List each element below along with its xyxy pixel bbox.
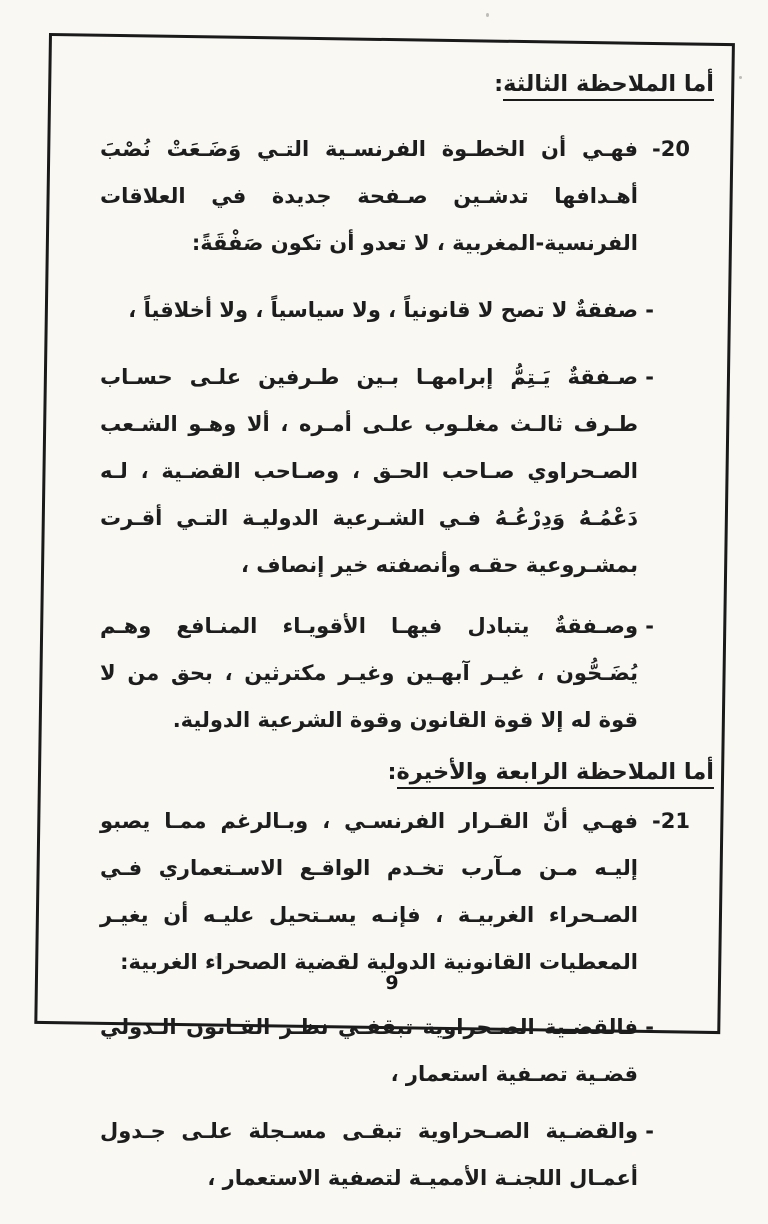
section-heading-fourth-remark — [100, 756, 714, 788]
section-heading-third-remark — [100, 68, 714, 100]
bullet-text: والقضـية الصـحراوية تبقـى مسـجلة علـى جـدول أعمـال اللجنـة الأمميـة لتصفية الاستعمار ، — [100, 1119, 638, 1190]
scan-speck — [739, 76, 742, 79]
paragraph-text: فهـي أنّ القـرار الفرنسـي ، وبـالرغم ممـا يصبو إليـه مـن مـآرب تخـدم الواقـع الاسـتعماري فـي الصـحراء الغربيـة ، فإنـه يسـتحيل عليـه أن يغيـر المعطيات القانونية الدولية لقضية الصحراء الغربية: — [100, 809, 638, 974]
scan-speck — [486, 13, 489, 17]
numbered-paragraph-20 — [100, 126, 690, 267]
bullet-item — [100, 603, 690, 744]
numbered-paragraph-21 — [100, 798, 690, 986]
document-content — [100, 68, 714, 1224]
bullet-dash: - — [645, 1015, 654, 1039]
bullet-text: فالقضـية الصـحراوية تبقفـي نظـر القـانون الـدولي قضـية تصـفية استعمار ، — [100, 1015, 638, 1086]
heading-colon: : — [494, 71, 504, 97]
bullet-dash: - — [645, 298, 654, 322]
bullet-dash: - — [645, 1119, 654, 1143]
bullet-item — [100, 287, 690, 334]
heading-underlined-text: أما الملاحظة الرابعة والأخيرة — [397, 759, 715, 789]
paragraph-number: 20- — [652, 137, 690, 161]
bullet-item — [100, 354, 690, 589]
bullet-dash: - — [645, 365, 654, 389]
bullet-item — [100, 1004, 690, 1098]
bullet-text: وصـفقةٌ يتبادل فيهـا الأقويـاء المنـافع وهـم يُضَـحُّون ، غيـر آبهـين وغيـر مكترثين ، بحق من لا قوة له إلا قوة القانون وقوة الشرعية الدولية. — [100, 614, 638, 732]
bullet-item — [100, 1108, 690, 1202]
paragraph-text: فهـي أن الخطـوة الفرنسـية التـي وَضَـعَتْ نُصْبَ أهـدافها تدشـين صـفحة جديدة في العلاقات الفرنسية-المغربية ، لا تعدو أن تكون صَفْقَةً: — [100, 137, 638, 255]
bullet-text: صفقةٌ لا تصح لا قانونياً ، ولا سياسياً ، ولا أخلاقياً ، — [128, 298, 638, 322]
heading-colon: : — [387, 759, 397, 785]
bullet-dash: - — [645, 614, 654, 638]
heading-underlined-text: أما الملاحظة الثالثة — [503, 71, 714, 101]
bullet-text: صـفقةٌ يَـتِمُّ إبرامهـا بـين طـرفين علـى حسـاب طـرف ثالـث مغلـوب علـى أمـره ، ألا وهـو الشـعب الصـحراوي صـاحب الحـق ، وصـاحب القضـية ، لـه دَعْمُـهُ وَدِرْعُـهُ فـي الشـرعية الدوليـة التـي أقـرت بمشـروعية حقـه وأنصفته خير إنصاف ، — [100, 365, 638, 577]
paragraph-number: 21- — [652, 809, 690, 833]
page-number: 9 — [385, 972, 399, 994]
